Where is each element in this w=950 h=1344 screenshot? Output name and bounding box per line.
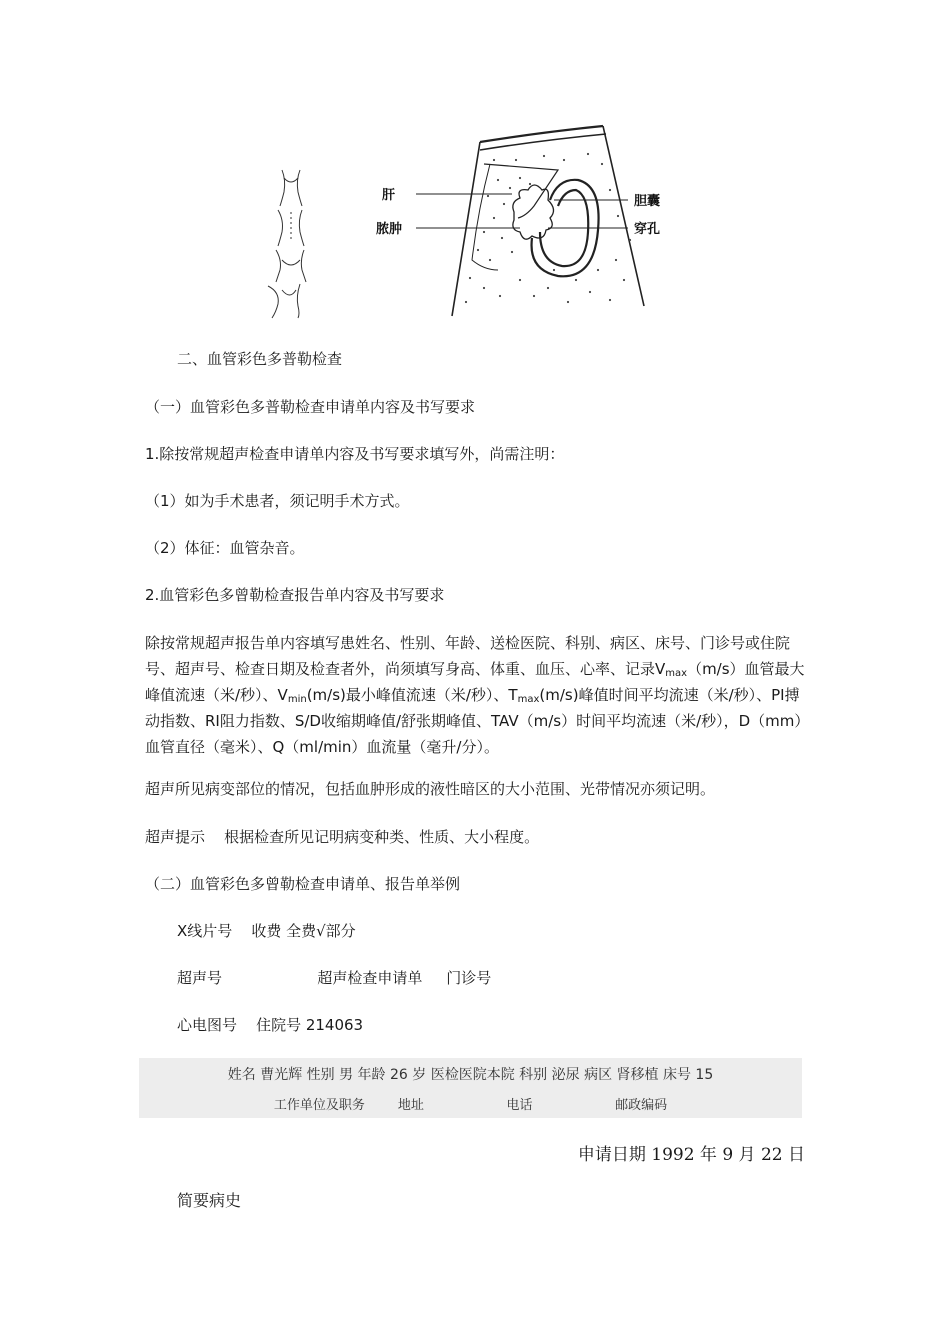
subscript-min: min (287, 694, 307, 705)
para-a-part4: (m/s)峰值时间平均流速（米/秒）、PI搏动指数、RI阻力指数、S/D收缩期峰值/舒张期峰值、TAV（m/s）时间平均流速（米/秒），D（mm）血管直径（毫米）、Q（ml/min）血流量（毫升/分）。 (145, 686, 810, 756)
form-line-xray: X线片号 收费 全费√部分 (177, 922, 356, 940)
subsection-1-title: （一）血管彩色多普勒检查申请单内容及书写要求 (145, 398, 476, 416)
label-gallbladder: 胆囊 (634, 194, 661, 209)
item-1-2: （2）体征：血管杂音。 (145, 539, 305, 557)
para-a-part3: (m/s)最小峰值流速（米/秒）、T (306, 686, 518, 704)
brief-history-label: 简要病史 (177, 1191, 242, 1210)
label-perforation: 穿孔 (634, 222, 661, 237)
form-line-ecg: 心电图号 住院号 214063 (177, 1016, 364, 1034)
patient-info-row: 姓名 曹光辉 性别 男 年龄 26 岁 医检医院本院 科别 泌尿 病区 肾移植 床号 15 (227, 1067, 714, 1083)
report-requirements-paragraph (145, 630, 813, 760)
subsection-2-title: （二）血管彩色多曾勒检查申请单、报告单举例 (145, 875, 461, 893)
ultrasound-diagram (258, 120, 698, 320)
findings-paragraph: 超声所见病变部位的情况，包括血肿形成的液性暗区的大小范围、光带情况亦须记明。 (145, 780, 716, 798)
abscess-shape (513, 185, 554, 239)
section-heading: 二、血管彩色多普勒检查 (177, 350, 343, 368)
form-line-ultrasound: 超声号 超声检查申请单 门诊号 (177, 969, 492, 987)
conclusion-paragraph: 超声提示 根据检查所见记明病变种类、性质、大小程度。 (145, 828, 540, 846)
item-1-1: （1）如为手术患者，须记明手术方式。 (145, 492, 410, 510)
subscript-max-2: max (517, 694, 540, 705)
para-a-part2: （m/s）血管最大峰值流速（米/秒）、V (145, 660, 805, 704)
ultrasound-figure (258, 120, 698, 320)
item-1: 1.除按常规超声检查申请单内容及书写要求填写外，尚需注明： (145, 445, 565, 463)
body-outline-strip (268, 170, 306, 318)
contact-info-row: 工作单位及职务 地址 电话 邮政编码 (273, 1098, 668, 1113)
item-2: 2.血管彩色多曾勒检查报告单内容及书写要求 (145, 586, 445, 604)
application-date: 申请日期 1992 年 9 月 22 日 (577, 1145, 805, 1165)
label-abscess: 脓肿 (376, 222, 403, 237)
subscript-max: max (665, 668, 688, 679)
label-liver: 肝 (382, 188, 396, 203)
patient-info-table (139, 1058, 802, 1118)
para-a-part1: 除按常规超声报告单内容填写患姓名、性别、年龄、送检医院、科别、病区、床号、门诊号或住院号、超声号、检查日期及检查者外，尚须填写身高、体重、血压、心率、记录V (145, 634, 791, 678)
